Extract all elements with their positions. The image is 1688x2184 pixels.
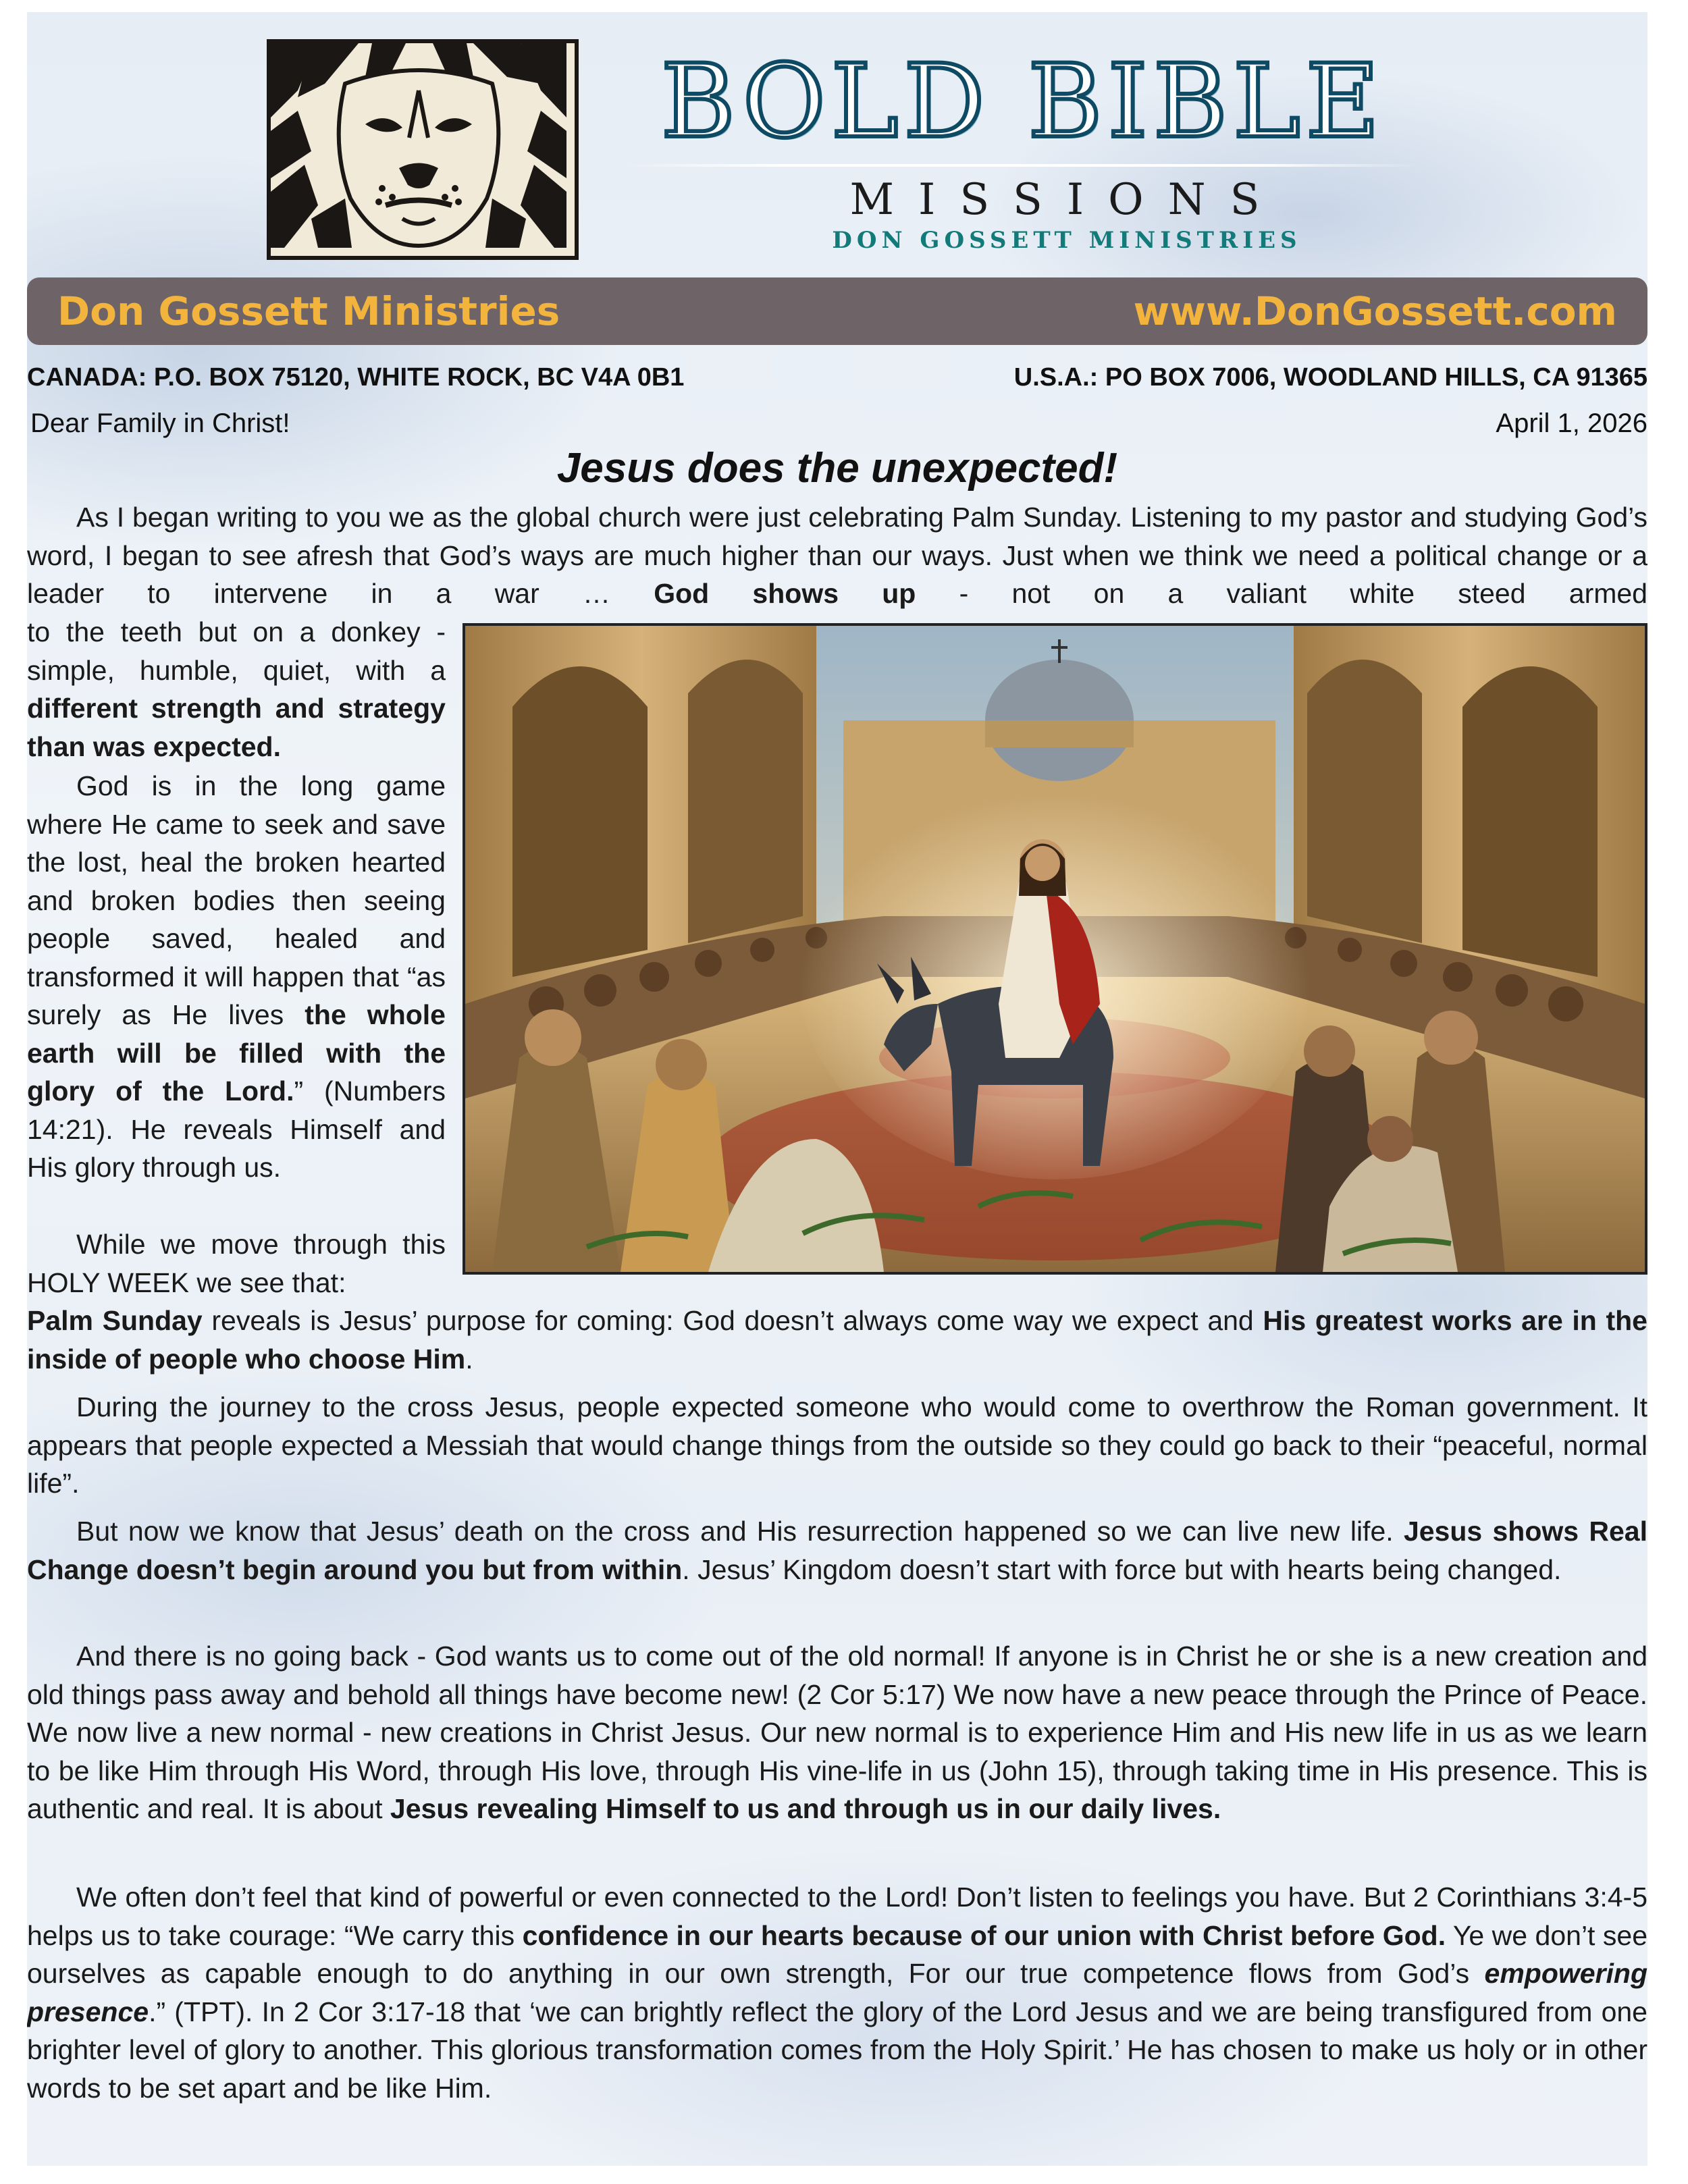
paragraph-3: [27, 1225, 446, 1302]
masthead-title: BOLD BIBLE: [660, 43, 1386, 161]
paragraph-1-bold: God shows up: [654, 578, 916, 609]
paragraph-7-text-end: .” (TPT). In 2 Cor 3:17-18 that ‘we can brightly reflect the glory of the Lord Jesus and we are being transfigured from one brighter level of glory to another. This glorious transformation comes from the Holy Spirit.’ He has chosen to make us holy or in other words to be set apart and be like Him.: [27, 1996, 1647, 2104]
newsletter-page: [27, 12, 1647, 2166]
palm-sunday-illustration: [463, 623, 1647, 1275]
paragraph-7-bold: confidence in our hearts because of our union with Christ before God.: [522, 1919, 1446, 1951]
salutation: Dear Family in Christ!: [30, 408, 290, 438]
paragraph-1-text-end: - not on a valiant white steed armed: [916, 578, 1647, 609]
address-canada: CANADA: P.O. BOX 75120, WHITE ROCK, BC V4A 0B1: [27, 363, 685, 392]
paragraph-3-continued-bold: His greatest works are in the inside of people who choose Him: [27, 1305, 1647, 1375]
paragraph-2-bold: the whole earth will be filled with the glory of the Lord.: [27, 999, 446, 1107]
paragraph-3-text: While we move through this HOLY WEEK we see that:: [27, 1229, 446, 1298]
banner-ministry-name: Don Gossett Ministries: [57, 288, 560, 334]
paragraph-7-bold-italic: empowering presence: [27, 1958, 1647, 2027]
paragraph-5: [27, 1512, 1647, 1589]
banner-website-link[interactable]: www.DonGossett.com: [1133, 288, 1617, 334]
address-usa: U.S.A.: PO BOX 7006, WOODLAND HILLS, CA 91365: [1013, 363, 1647, 392]
paragraph-7-text-mid: Ye we don’t see ourselves as capable enough to do anything in our own strength, For our true competence flows from God’s: [27, 1919, 1647, 1989]
paragraph-2-text: God is in the long game where He came to seek and save the lost, heal the broken hearted and broken bodies then seeing people saved, healed and transformed it will happen that “as surely as He lives: [27, 770, 446, 1030]
paragraph-7: [27, 1878, 1647, 2107]
paragraph-5-text: But now we know that Jesus’ death on the cross and His resurrection happened so we can live new life.: [76, 1516, 1404, 1547]
paragraph-6-bold: Jesus revealing Himself to us and through us in our daily lives.: [390, 1793, 1221, 1824]
paragraph-1-continued-bold: different strength and strategy than was expected.: [27, 693, 446, 762]
letter-date: April 1, 2026: [1496, 408, 1647, 438]
ministry-banner: [27, 277, 1647, 345]
paragraph-6: [27, 1637, 1647, 1828]
paragraph-2-text-end: ” (Numbers 14:21). He reveals Himself and His glory through us.: [27, 1075, 446, 1183]
lion-logo-icon: [267, 39, 579, 260]
masthead-subtitle: DON GOSSETT MINISTRIES: [832, 227, 1302, 254]
palm-sunday-bold: Palm Sunday: [27, 1305, 203, 1336]
paragraph-4: [27, 1388, 1647, 1503]
masthead-divider: [621, 164, 1418, 167]
paragraph-6-text: And there is no going back - God wants us to come out of the old normal! If anyone is in Christ he or she is a new creation and old things pass away and behold all things have become new! (2 Cor 5:17) We now have a new peace through the Prince of Peace. We now live a new normal - new creations in Christ Jesus. Our new normal is to experience Him and His new life in us as we learn to be like Him through His Word, through His love, through His vine-life in us (John 15), through taking time in His presence. This is authentic and real. It is about: [27, 1641, 1647, 1824]
headline: Jesus does the unexpected!: [556, 445, 1118, 491]
paragraph-7-text: We often don’t feel that kind of powerful or even connected to the Lord! Don’t listen to feelings you have. But 2 Corinthians 3:4-5 helps us to take courage: “We carry this: [27, 1882, 1647, 1951]
paragraph-5-bold: Jesus shows Real Change doesn’t begin around you but from within: [27, 1516, 1647, 1585]
paragraph-1-continued-text: to the teeth but on a donkey - simple, humble, quiet, with a: [27, 616, 446, 686]
paragraph-3-continued: [27, 1302, 1647, 1378]
paragraph-1-text: As I began writing to you we as the global church were just celebrating Palm Sunday. Listening to my pastor and studying God’s word, I began to see afresh that God’s ways are much higher than our ways. Just when we think we need a political change or a leader to intervene in a war …: [27, 502, 1647, 609]
paragraph-1-continued: [27, 613, 446, 766]
paragraph-3-continued-text: reveals is Jesus’ purpose for coming: God doesn’t always come way we expect and: [202, 1305, 1263, 1336]
paragraph-2: [27, 767, 446, 1187]
paragraph-1: [27, 498, 1647, 613]
paragraph-3-continued-end: .: [465, 1343, 473, 1375]
masthead-missions: MISSIONS: [849, 175, 1284, 225]
paragraph-5-text-end: . Jesus’ Kingdom doesn’t start with force but with hearts being changed.: [682, 1553, 1562, 1585]
paragraph-4-text: During the journey to the cross Jesus, people expected someone who would come to overthrow the Roman government. It appears that people expected a Messiah that would change things from the outside so they could go back to their “peaceful, normal life”.: [27, 1391, 1647, 1499]
